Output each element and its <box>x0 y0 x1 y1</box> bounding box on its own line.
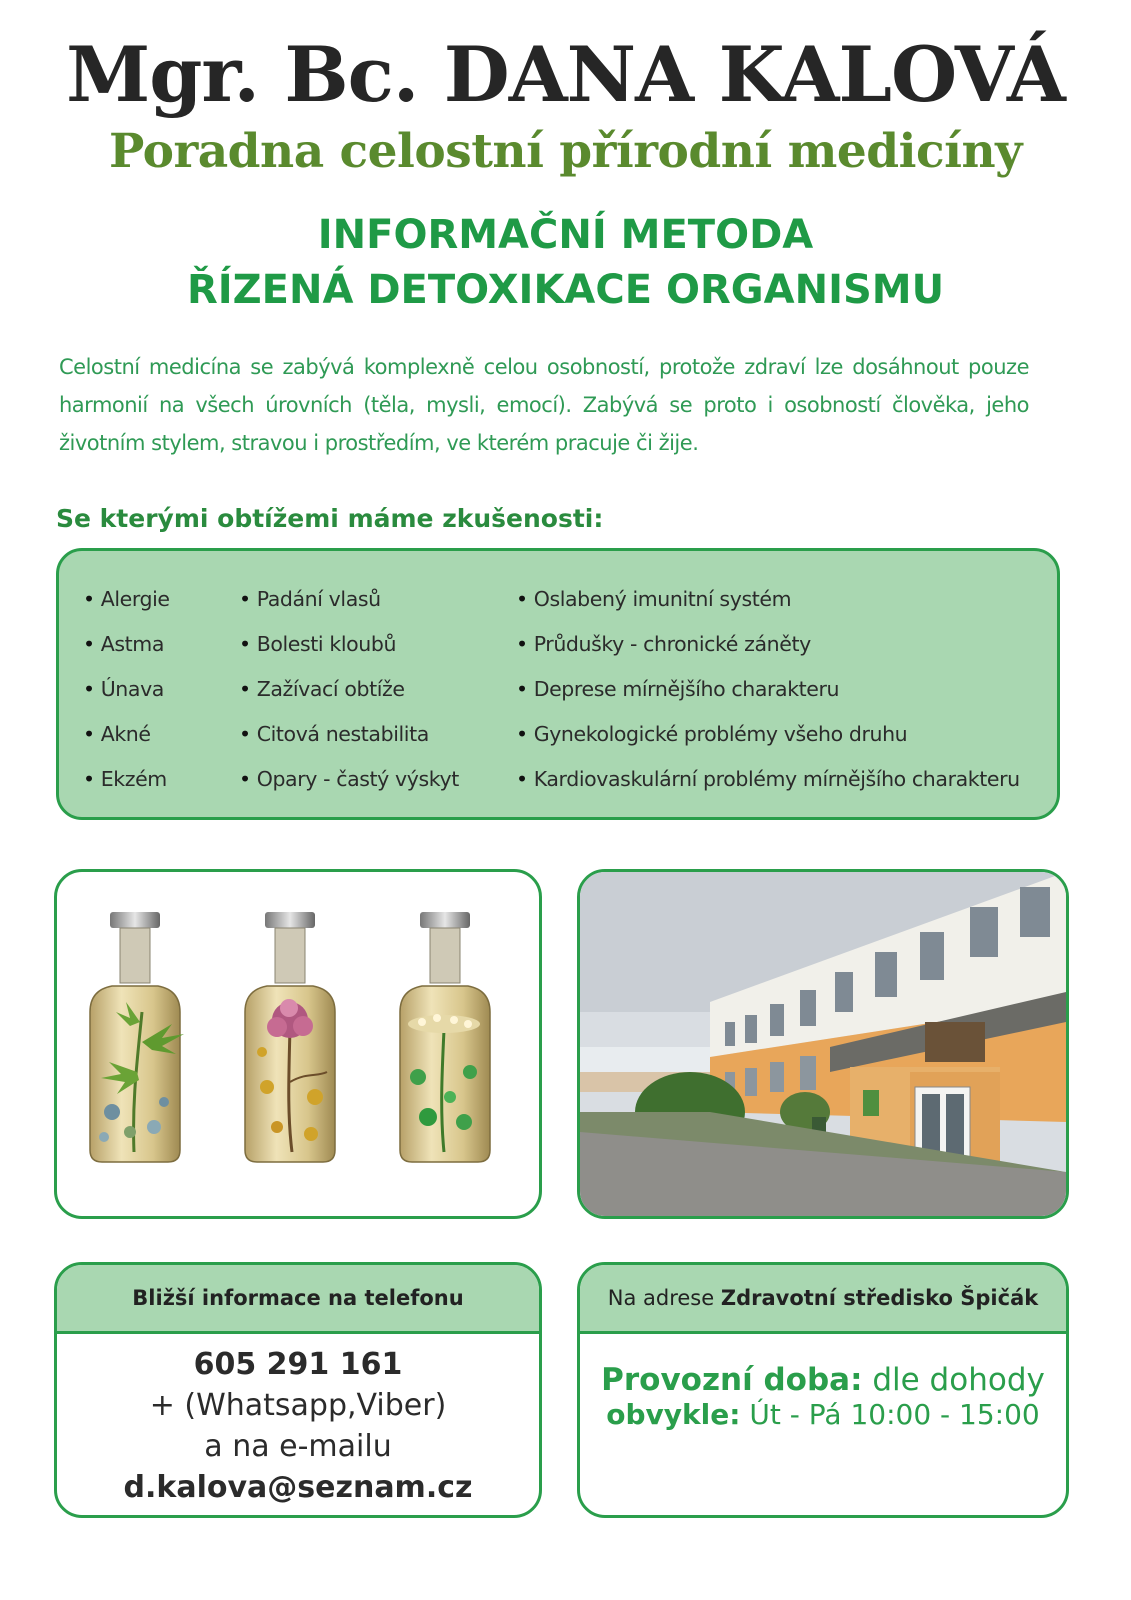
email-intro: a na e-mailu <box>204 1429 392 1464</box>
detox-heading: ŘÍZENÁ DETOXIKACE ORGANISMU <box>186 267 945 313</box>
usual-hours-label: obvykle: <box>606 1398 741 1431</box>
health-center-illustration <box>580 872 1066 1216</box>
bottle-icon <box>90 912 184 1162</box>
list-item: • Astma <box>83 622 170 667</box>
conditions-column-2 <box>239 577 459 802</box>
usual-hours <box>580 1398 1066 1432</box>
list-item: • Kardiovaskulární problémy mírnějšího charakteru <box>516 757 1020 802</box>
herbal-bottles-image <box>54 869 542 1219</box>
practitioner-name: Mgr. Bc. DANA KALOVÁ <box>66 30 1065 119</box>
list-item: • Opary - častý výskyt <box>239 757 459 802</box>
hours-value: dle dohody <box>872 1362 1045 1398</box>
conditions-title: Se kterými obtížemi máme zkušenosti: <box>56 504 604 533</box>
address-info-box <box>577 1262 1069 1518</box>
address-place: Zdravotní středisko Špičák <box>720 1286 1039 1310</box>
list-item: • Průdušky - chronické záněty <box>516 622 1020 667</box>
email-address[interactable]: d.kalova@seznam.cz <box>123 1470 473 1505</box>
conditions-column-3 <box>516 577 1020 802</box>
conditions-box <box>56 548 1060 820</box>
address-header <box>580 1265 1066 1334</box>
herbal-bottles-illustration <box>57 872 539 1216</box>
list-item: • Akné <box>83 712 170 757</box>
practice-subtitle: Poradna celostní přírodní medicíny <box>109 124 1022 179</box>
list-item: • Bolesti kloubů <box>239 622 459 667</box>
address-prefix: Na adrese <box>607 1286 715 1310</box>
usual-hours-value: Út - Pá 10:00 - 15:00 <box>749 1398 1040 1431</box>
list-item: • Gynekologické problémy všeho druhu <box>516 712 1020 757</box>
opening-hours <box>580 1362 1066 1398</box>
conditions-column-1 <box>83 577 170 802</box>
list-item: • Únava <box>83 667 170 712</box>
bottle-icon <box>245 912 335 1162</box>
hours-label: Provozní doba: <box>601 1362 863 1398</box>
phone-info-header: Bližší informace na telefonu <box>57 1265 539 1334</box>
method-heading: INFORMAČNÍ METODA <box>317 212 814 258</box>
intro-paragraph: Celostní medicína se zabývá komplexně celou osobností, protože zdraví lze dosáhnout pouze harmonií na všech úrovních (těla, mysli, emocí). Zabývá se proto i osobností člověka, jeho životním stylem, stravou i prostředím, ve kterém pracuje či žije. <box>59 355 1029 455</box>
list-item: • Deprese mírnějšího charakteru <box>516 667 1020 712</box>
list-item: • Ekzém <box>83 757 170 802</box>
bottle-icon <box>400 912 490 1162</box>
messaging-apps: + (Whatsapp,Viber) <box>149 1388 447 1423</box>
phone-number[interactable]: 605 291 161 <box>193 1347 403 1382</box>
list-item: • Padání vlasů <box>239 577 459 622</box>
list-item: • Citová nestabilita <box>239 712 459 757</box>
list-item: • Zažívací obtíže <box>239 667 459 712</box>
health-center-photo <box>577 869 1069 1219</box>
list-item: • Alergie <box>83 577 170 622</box>
phone-info-box <box>54 1262 542 1518</box>
list-item: • Oslabený imunitní systém <box>516 577 1020 622</box>
